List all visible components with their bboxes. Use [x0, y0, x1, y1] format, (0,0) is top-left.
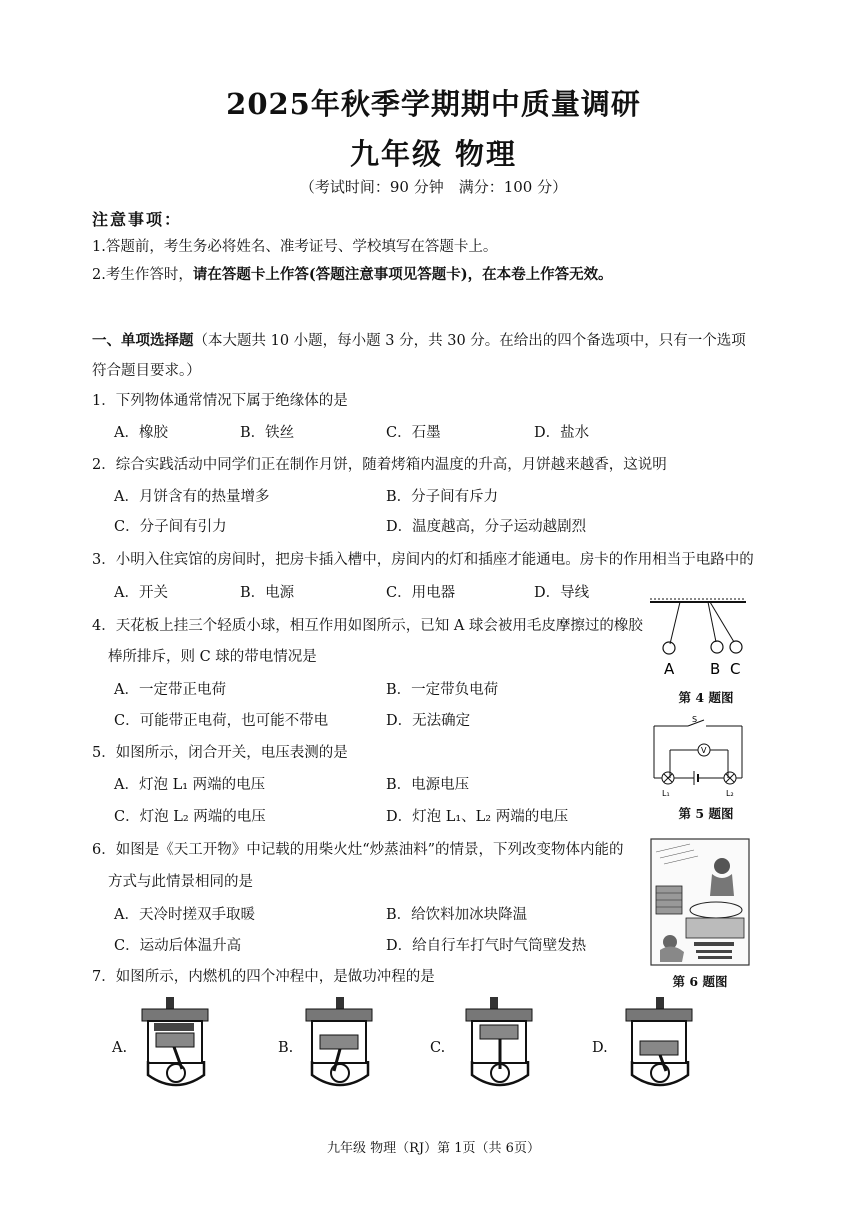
- figure-7-engine-c: [460, 995, 540, 1093]
- question-2-option-c: C．分子间有引力: [114, 519, 227, 535]
- figure-4-hanging-balls: [648, 596, 748, 678]
- figure-5-voltmeter-label: V: [701, 746, 707, 755]
- question-4-stem: 4．天花板上挂三个轻质小球，相互作用如图所示，已知 A 球会被用毛皮摩擦过的橡胶: [92, 618, 643, 634]
- section-1-desc-2: 符合题目要求。）: [92, 363, 201, 379]
- figure-4-label-b: B: [710, 660, 721, 678]
- exam-title: 2025年秋季学期期中质量调研: [226, 87, 641, 121]
- notice-item-2-bold: 请在答题卡上作答(答题注意事项见答题卡)，在本卷上作答无效。: [192, 266, 613, 283]
- question-1-stem: 1．下列物体通常情况下属于绝缘体的是: [92, 393, 348, 409]
- question-4-option-d: D．无法确定: [386, 713, 471, 729]
- figure-7-engine-a: [136, 995, 216, 1093]
- question-6-option-c: C．运动后体温升高: [114, 938, 242, 954]
- question-7-option-a: A.: [112, 1040, 128, 1056]
- notice-item-2: [92, 263, 613, 284]
- section-1-header: [92, 329, 746, 350]
- question-3-option-d: D．导线: [534, 585, 590, 601]
- figure-7-engine-b: [300, 995, 380, 1093]
- exam-subtitle: 九年级 物理: [349, 137, 518, 171]
- question-3-option-a: A．开关: [114, 585, 168, 601]
- question-4-option-a: A．一定带正电荷: [114, 682, 226, 698]
- page-footer: 九年级 物理（RJ）第 1页（共 6页）: [327, 1141, 540, 1156]
- question-6-option-b: B．给饮料加冰块降温: [386, 907, 528, 923]
- figure-6-caption: 第 6 题图: [672, 974, 728, 989]
- question-5-option-b: B．电源电压: [386, 777, 470, 793]
- question-7-stem: 7．如图所示，内燃机的四个冲程中，是做功冲程的是: [92, 969, 435, 985]
- question-2-option-d: D．温度越高，分子运动越剧烈: [386, 519, 587, 535]
- figure-5-switch-label: S: [692, 715, 698, 724]
- figure-4-label-c: C: [730, 660, 741, 678]
- question-4-stem-2: 棒所排斥，则 C 球的带电情况是: [108, 649, 317, 665]
- question-1-option-c: C．石墨: [386, 425, 441, 441]
- question-6-option-d: D．给自行车打气时气筒壁发热: [386, 938, 587, 954]
- exam-info: （考试时间：90 分钟 满分：100 分）: [299, 178, 568, 196]
- figure-6-stove-illustration: [650, 838, 750, 966]
- figure-5-circuit: [648, 712, 750, 802]
- question-3-stem: 3．小明入住宾馆的房间时，把房卡插入槽中，房间内的灯和插座才能通电。房卡的作用相当于电路中的: [92, 552, 754, 568]
- question-6-stem: 6．如图是《天工开物》中记载的用柴火灶“炒蒸油料”的情景，下列改变物体内能的: [92, 842, 624, 858]
- figure-4-label-a: A: [664, 660, 675, 678]
- notice-heading: 注意事项：: [92, 210, 183, 229]
- question-1-option-d: D．盐水: [534, 425, 590, 441]
- question-5-stem: 5．如图所示，闭合开关，电压表测的是: [92, 745, 348, 761]
- question-5-option-a: A．灯泡 L₁ 两端的电压: [114, 777, 266, 793]
- question-7-option-c: C.: [430, 1040, 446, 1056]
- question-1-option-b: B．铁丝: [240, 425, 295, 441]
- figure-7-engine-d: [620, 995, 700, 1093]
- question-1-option-a: A．橡胶: [114, 425, 168, 441]
- question-2-option-b: B．分子间有斥力: [386, 489, 499, 505]
- question-3-option-b: B．电源: [240, 585, 295, 601]
- question-6-option-a: A．天冷时搓双手取暖: [114, 907, 255, 923]
- question-2-option-a: A．月饼含有的热量增多: [114, 489, 270, 505]
- question-3-option-c: C．用电器: [386, 585, 456, 601]
- section-1-title: 一、单项选择题: [92, 332, 194, 349]
- figure-4-caption: 第 4 题图: [678, 690, 734, 705]
- figure-5-l2-label: L₂: [726, 789, 734, 798]
- question-7-option-b: B.: [278, 1040, 294, 1056]
- section-1-desc: （本大题共 10 小题，每小题 3 分，共 30 分。在给出的四个备选项中，只有一个选项: [193, 333, 746, 349]
- question-5-option-c: C．灯泡 L₂ 两端的电压: [114, 809, 266, 825]
- question-4-option-b: B．一定带负电荷: [386, 682, 499, 698]
- figure-5-caption: 第 5 题图: [678, 806, 734, 821]
- notice-item-2-text: 2.考生作答时，: [92, 267, 193, 283]
- question-7-option-d: D.: [592, 1040, 608, 1056]
- question-2-stem: 2．综合实践活动中同学们正在制作月饼，随着烤箱内温度的升高，月饼越来越香，这说明: [92, 457, 667, 473]
- question-4-option-c: C．可能带正电荷，也可能不带电: [114, 713, 329, 729]
- notice-item-1: 1.答题前，考生务必将姓名、准考证号、学校填写在答题卡上。: [92, 239, 498, 255]
- figure-5-l1-label: L₁: [662, 789, 670, 798]
- question-5-option-d: D．灯泡 L₁、L₂ 两端的电压: [386, 809, 569, 825]
- question-6-stem-2: 方式与此情景相同的是: [108, 874, 253, 890]
